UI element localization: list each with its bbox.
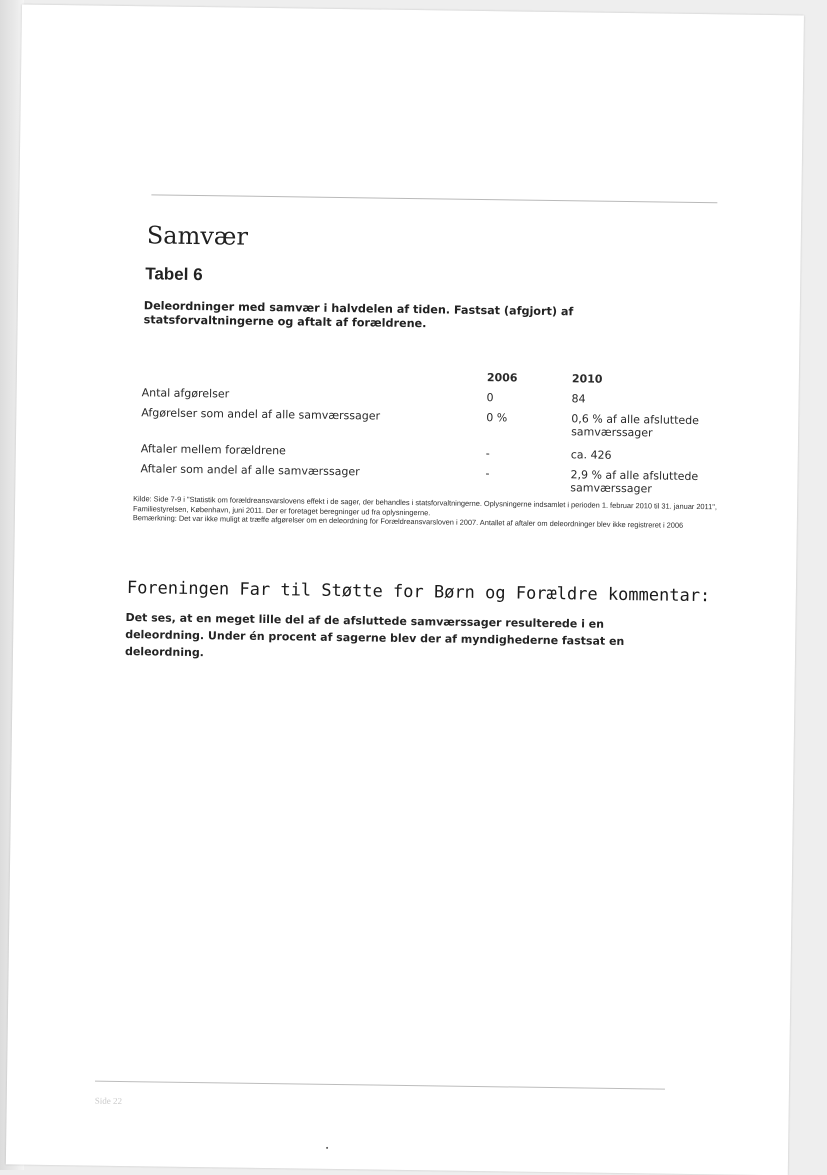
row-label: Aftaler som andel af alle samværssager (140, 462, 360, 479)
scan-speck (326, 1147, 328, 1149)
column-header-2006: 2006 (486, 371, 518, 385)
value-2010: 2,9 % af alle afsluttede samværssager (570, 468, 699, 496)
section-title: Samvær (146, 221, 249, 251)
top-divider (151, 194, 717, 203)
column-header-2010: 2010 (571, 372, 603, 386)
document-page (6, 5, 804, 1175)
value-2006: 0 (486, 391, 494, 405)
comment-heading: Foreningen Far til Støtte for Børn og Forældre kommentar: (126, 578, 711, 607)
bottom-divider (95, 1081, 665, 1090)
remark-note: Bemærkning: Det var ikke muligt at træffe afgørelser om en deleordning for Forældreansvarsloven i 2007. Antallet af aftaler om deleordninger blev ikke registreret i 2006 (132, 513, 684, 531)
value-2006: - (485, 447, 490, 461)
row-label: Afgørelser som andel af alle samværssager (141, 406, 381, 423)
value-2006: - (485, 467, 490, 481)
value-2006: 0 % (486, 411, 508, 425)
row-label: Antal afgørelser (141, 386, 230, 401)
value-2010: ca. 426 (570, 448, 612, 462)
comment-body: Det ses, at en meget lille del af de afsluttede samværssager resulterede i en deleordning. Under én procent af sagerne blev der af myndighederne fastsat en deleordning. (124, 611, 625, 660)
row-label: Aftaler mellem forældrene (140, 442, 286, 458)
page-number: Side 22 (94, 1095, 123, 1107)
value-2010: 84 (571, 392, 586, 406)
table-caption: Deleordninger med samvær i halvdelen af tiden. Fastsat (afgjort) af statsforvaltningerne og aftalt af forældrene. (143, 299, 574, 331)
data-table (140, 366, 702, 506)
table-label: Tabel 6 (145, 264, 203, 285)
source-note: Kilde: Side 7-9 i "Statistik om forældreansvarslovens effekt i de sager, der behandles i statsforvaltningerne. Oplysningerne indsamlet i perioden 1. februar 2010 til 31. januar 2011", Familiestyrelsen, København, juni 2011. Der er foretaget beregninger ud fra oplysningerne. (132, 494, 717, 517)
value-2010: 0,6 % af alle afsluttede samværssager (571, 412, 700, 440)
